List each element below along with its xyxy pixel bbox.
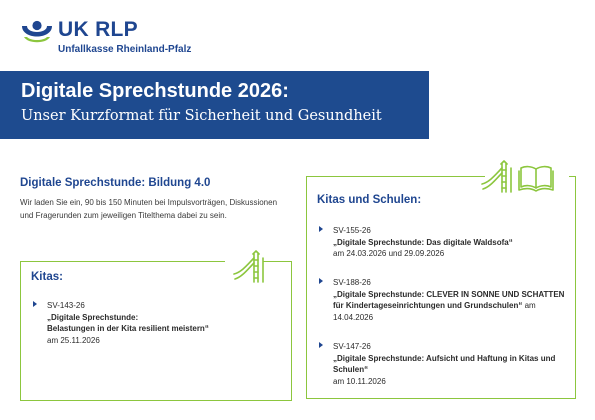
course-title: „Digitale Sprechstunde: CLEVER IN SONNE UND SCHATTEN für Kindertageseinrichtungen und Grundschulen“ xyxy=(333,289,565,310)
list-item xyxy=(319,341,569,387)
logo-name: UK RLP xyxy=(58,18,138,41)
bullet-arrow-icon xyxy=(319,342,323,348)
page-title: Digitale Sprechstunde 2026: xyxy=(21,80,289,102)
kitas-box-title: Kitas: xyxy=(31,271,63,283)
list-item xyxy=(319,277,569,323)
intro-text: Wir laden Sie ein, 90 bis 150 Minuten bei Impulsvorträgen, Diskussionen und Fragerunden zum jeweiligen Titelthema dabei zu sein. xyxy=(20,198,278,220)
kitas-und-schulen-box-title: Kitas und Schulen: xyxy=(317,194,422,206)
course-code: SV-143-26 xyxy=(47,301,85,310)
bullet-arrow-icon xyxy=(33,301,37,307)
course-date: am 10.11.2026 xyxy=(333,376,386,386)
bullet-arrow-icon xyxy=(319,226,323,232)
list-item xyxy=(319,225,569,260)
course-title: „Digitale Sprechstunde: Aufsicht und Haftung in Kitas und Schulen“ xyxy=(333,353,556,374)
page-subtitle: Unser Kurzformat für Sicherheit und Gesundheit xyxy=(21,108,382,124)
course-title: „Digitale Sprechstunde: Das digitale Waldsofa“ xyxy=(333,237,513,247)
course-code: SV-155-26 xyxy=(333,226,371,235)
playground-slide-icon xyxy=(232,250,268,284)
logo-subtitle: Unfallkasse Rheinland-Pfalz xyxy=(58,44,192,55)
course-title: „Digitale Sprechstunde: xyxy=(47,312,139,322)
playground-slide-icon xyxy=(480,160,516,194)
course-code: SV-147-26 xyxy=(333,342,371,351)
intro-heading: Digitale Sprechstunde: Bildung 4.0 xyxy=(20,177,211,189)
course-title: Belastungen in der Kita resilient meistern“ xyxy=(47,324,209,333)
course-code: SV-188-26 xyxy=(333,278,371,287)
course-date: am 25.11.2026 xyxy=(47,335,100,345)
course-date: am 24.03.2026 und 29.09.2026 xyxy=(333,249,445,258)
uk-rlp-logo-mark-icon xyxy=(20,20,54,46)
kitas-und-schulen-box xyxy=(306,176,576,399)
title-banner xyxy=(0,71,429,139)
course-date: am 14.04.2026 xyxy=(333,301,536,322)
bullet-arrow-icon xyxy=(319,278,323,284)
list-item xyxy=(33,300,283,346)
open-book-icon xyxy=(518,164,554,192)
